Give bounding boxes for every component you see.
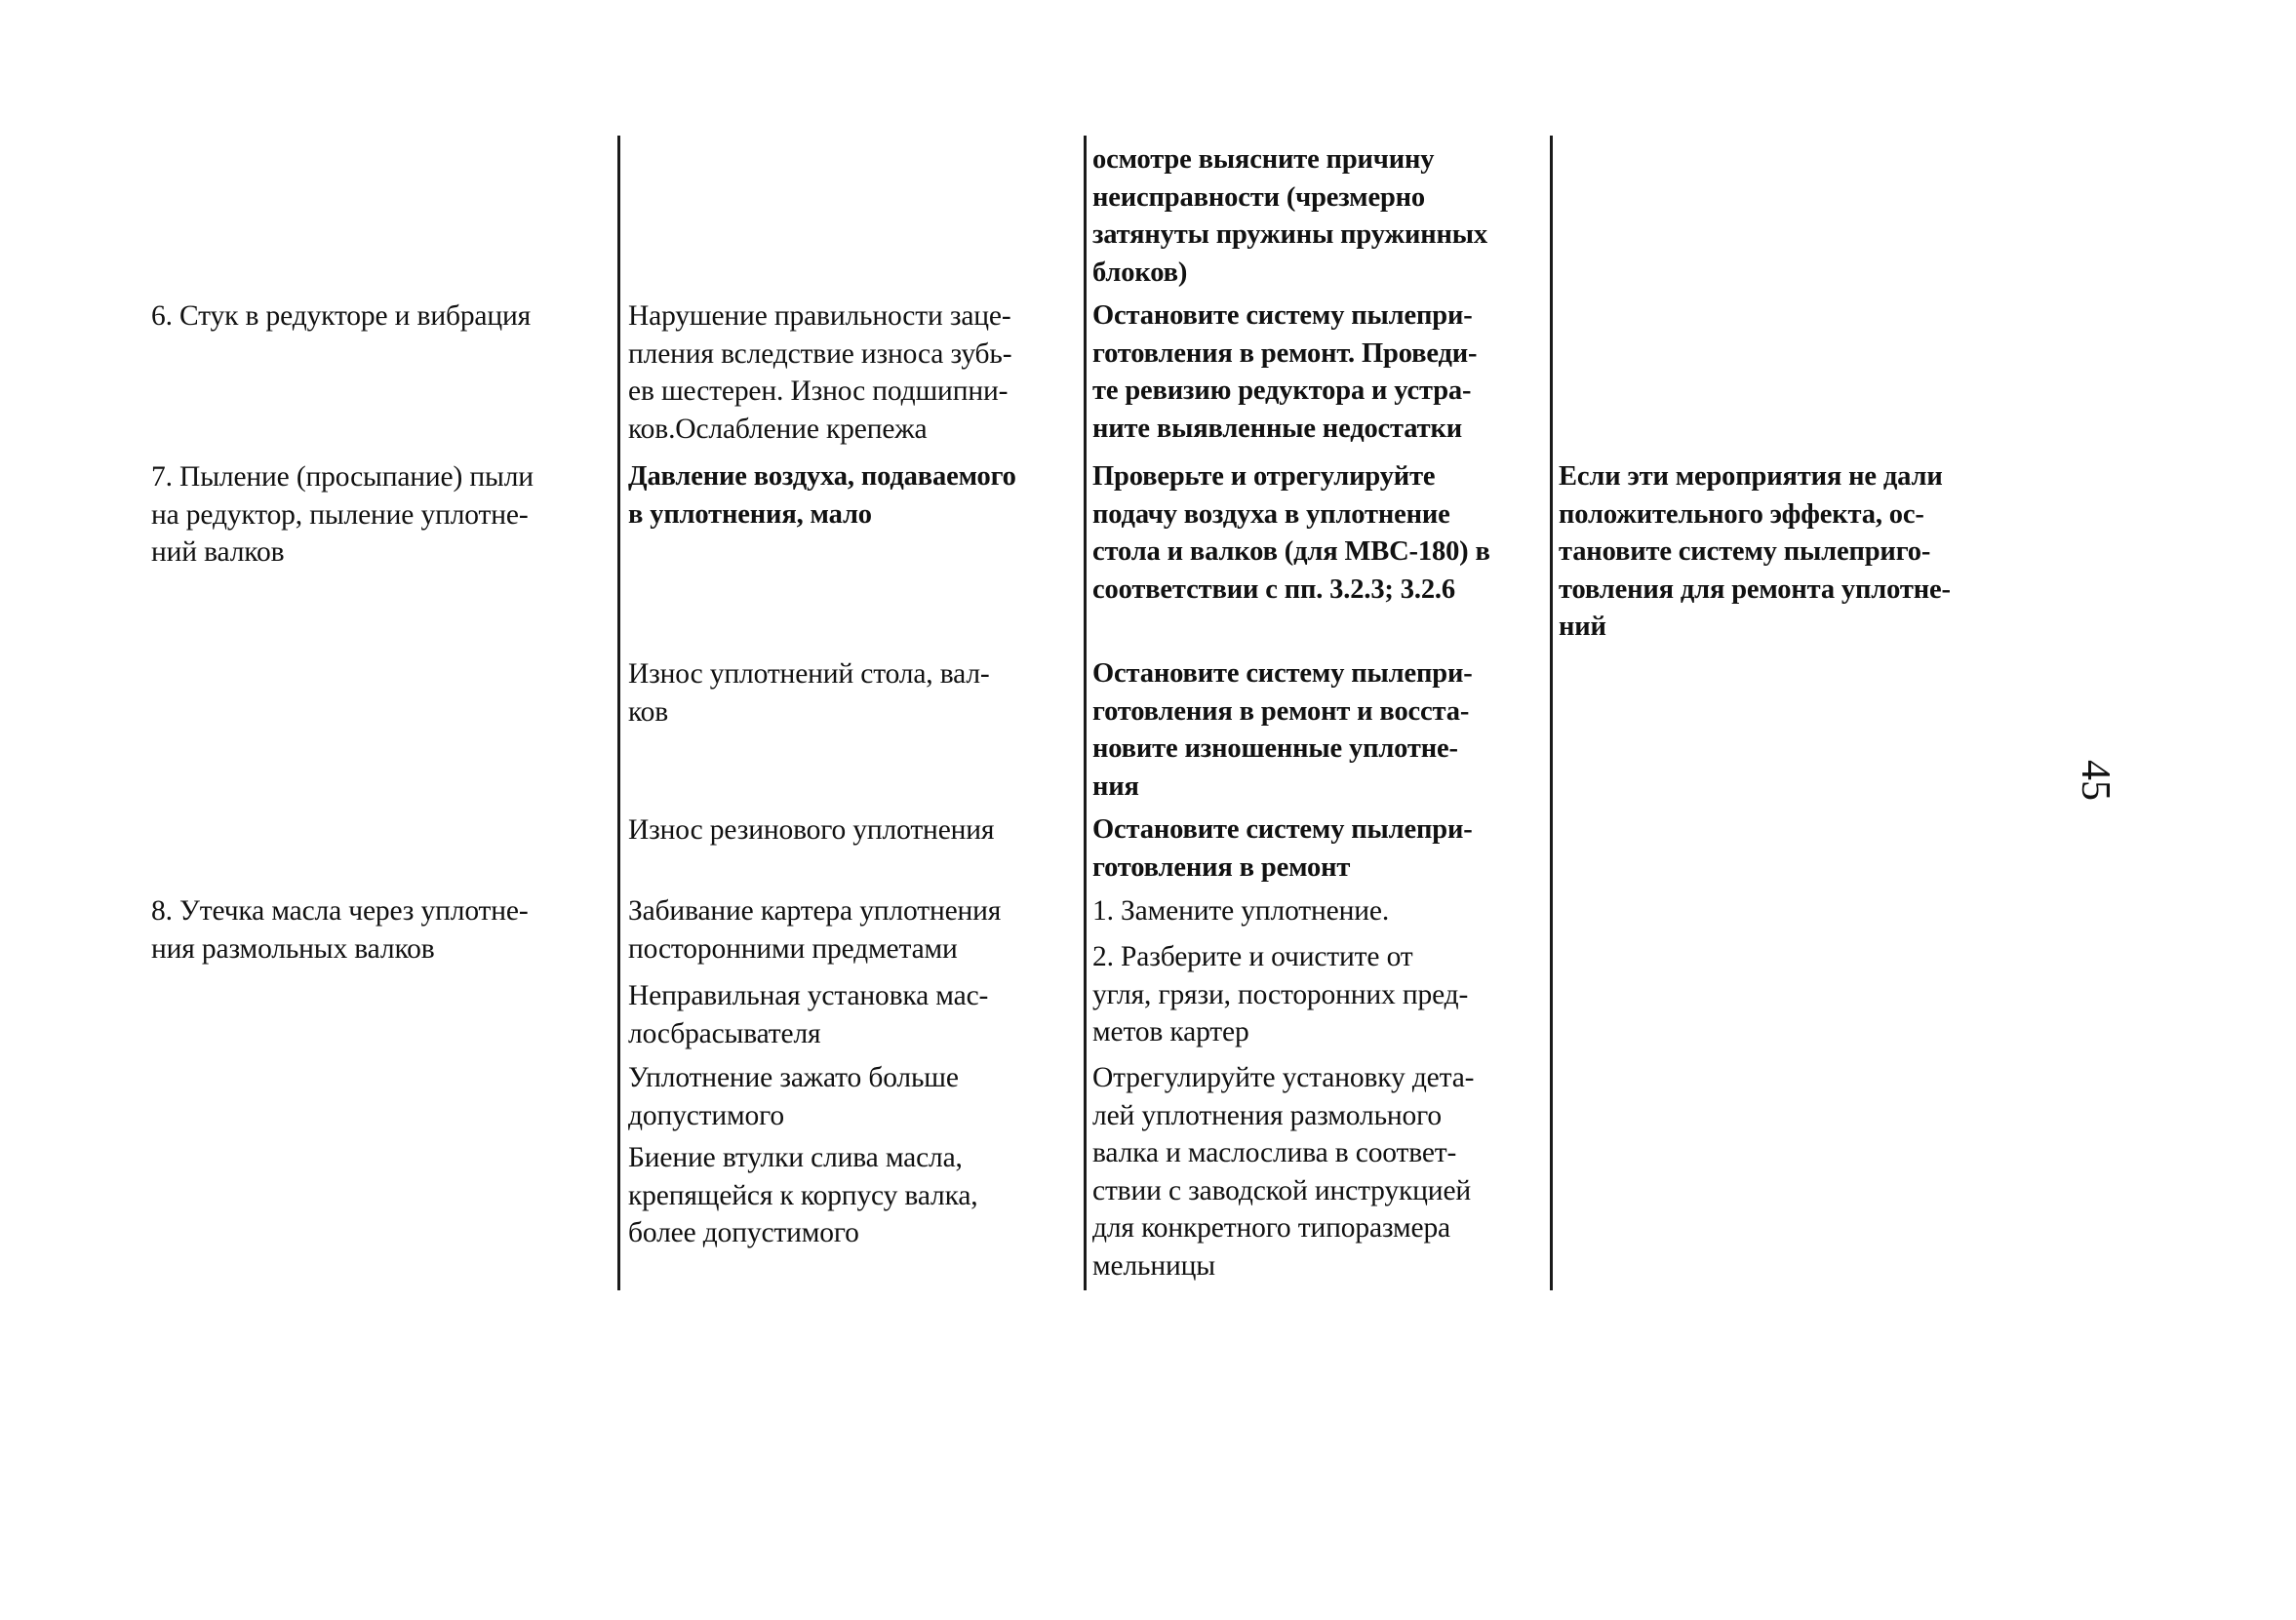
cause-8d: Биение втулки слива масла, крепящейся к корпусу валка, более допустимого xyxy=(628,1142,978,1249)
note-7: Если эти мероприятия не дали положительного эффекта, ос- тановите систему пылеприго- товления для ремонта уплотне- ний xyxy=(1559,461,1951,643)
column-divider-3 xyxy=(1550,136,1553,1290)
remedy-7c: Остановите систему пылепри- готовления в ремонт xyxy=(1092,814,1473,883)
cause-6: Нарушение правильности заце- пления вследствие износа зубь- ев шестерен. Износ подшипни- ков.Ослабление крепежа xyxy=(628,300,1012,445)
fault-8: 8. Утечка масла через уплотне- ния размольных валков xyxy=(151,895,529,965)
remedy-7a: Проверьте и отрегулируйте подачу воздуха в уплотнение стола и валков (для МВС-180) в соответствии с пп. 3.2.3; 3.2.6 xyxy=(1092,461,1490,605)
cause-7a: Давление воздуха, подаваемого в уплотнения, мало xyxy=(628,461,1016,530)
remedy-8a: 1. Замените уплотнение. xyxy=(1092,895,1390,927)
fault-7: 7. Пыление (просыпание) пыли на редуктор, пыление уплотне- ний валков xyxy=(151,461,534,569)
cause-7c: Износ резинового уплотнения xyxy=(628,814,995,846)
remedy-5-continued: осмотре выясните причину неисправности (чрезмерно затянуты пружины пружинных блоков) xyxy=(1092,144,1488,288)
column-divider-2 xyxy=(1084,136,1087,1290)
cause-8b: Неправильная установка мас- лосбрасывателя xyxy=(628,980,989,1049)
cause-7b: Износ уплотнений стола, вал- ков xyxy=(628,658,990,728)
remedy-8c: Отрегулируйте установку дета- лей уплотнения размольного валка и маслослива в соответ- ствии с заводской инструкцией для конкретного типоразмера мельницы xyxy=(1092,1062,1475,1282)
cause-8a: Забивание картера уплотнения посторонними предметами xyxy=(628,895,1002,965)
fault-6: 6. Стук в редукторе и вибрация xyxy=(151,300,532,332)
column-divider-1 xyxy=(617,136,620,1290)
remedy-8b: 2. Разберите и очистите от угля, грязи, посторонних пред- метов картер xyxy=(1092,941,1469,1048)
remedy-6: Остановите систему пылепри- готовления в ремонт. Проведи- те ревизию редуктора и устра- ните выявленные недостатки xyxy=(1092,300,1478,444)
page-number: 45 xyxy=(2073,760,2118,801)
cause-8c: Уплотнение зажато больше допустимого xyxy=(628,1062,959,1131)
remedy-7b: Остановите систему пылепри- готовления в ремонт и восста- новите изношенные уплотне- ния xyxy=(1092,658,1473,802)
